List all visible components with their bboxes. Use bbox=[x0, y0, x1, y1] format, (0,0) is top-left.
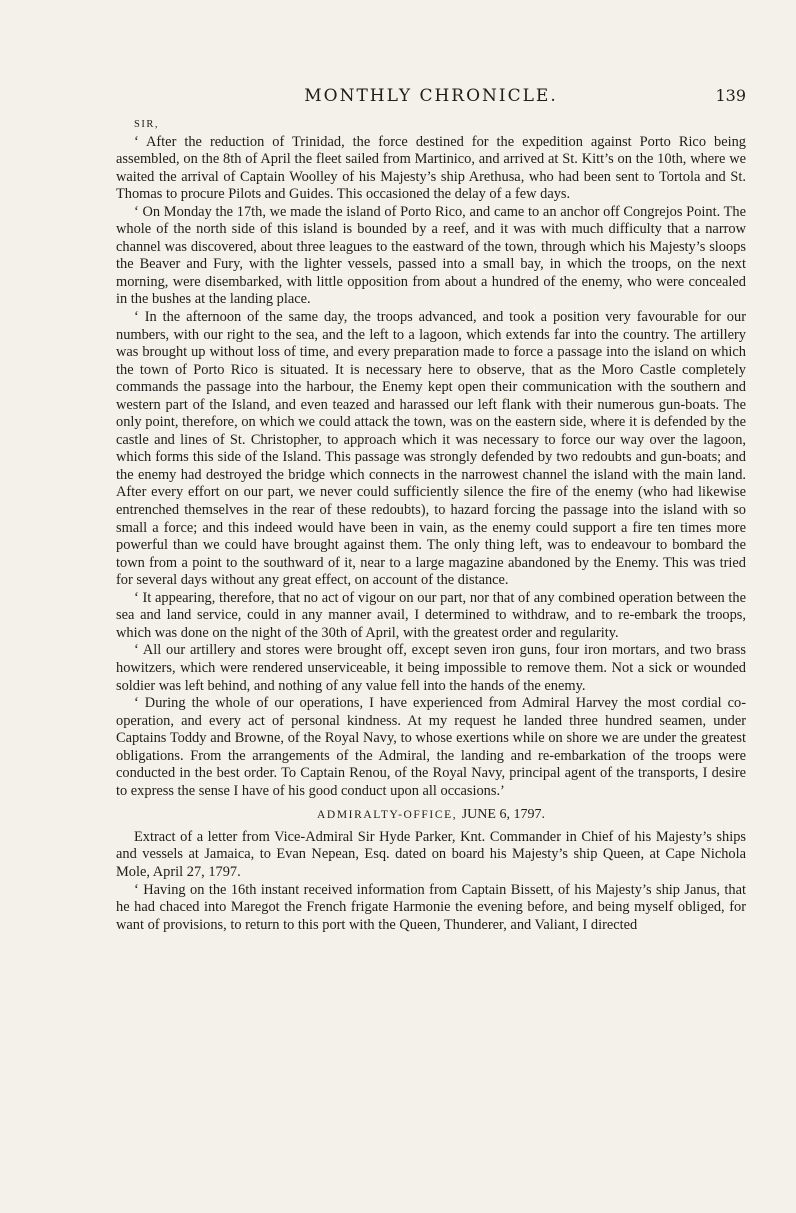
page-number: 139 bbox=[715, 86, 746, 105]
letter-paragraph: ‘ It appearing, therefore, that no act of vigour on our part, nor that of any combined operation between the sea and land service, could in any manner avail, I determined to withdraw, and to re-embark the troops, which was done on the night of the 30th of April, with the greatest order and regularity. bbox=[116, 589, 746, 641]
letter-paragraph: ‘ During the whole of our operations, I have experienced from Admiral Harvey the most cordial co-operation, and every act of personal kindness. At my request he landed three hundred seamen, under Captains Toddy and Browne, of the Royal Navy, to whose exertions while on shore we are under the greatest obligations. From the arrangements of the Admiral, the landing and re-embarkation of the troops were conducted in the best order. To Captain Renou, of the Royal Navy, principal agent of the transports, I desire to express the sense I have of his good conduct upon all occasions.’ bbox=[116, 695, 746, 799]
article-body bbox=[116, 116, 746, 934]
admiralty-office: ADMIRALTY-OFFICE, bbox=[317, 809, 458, 822]
extract-paragraph: ‘ Having on the 16th instant received information from Captain Bissett, of his Majesty’s ship Janus, that he had chaced into Maregot the French frigate Harmonie the evening before, and being myself obliged, for want of provisions, to return to this port with the Queen, Thunderer, and Valiant, I directed bbox=[116, 881, 746, 933]
letter-paragraph: ‘ All our artillery and stores were brought off, except seven iron guns, four iron mortars, and two brass howitzers, which were rendered unserviceable, it being impossible to remove them. Not a sick or wounded soldier was left behind, and nothing of any value fell into the hands of the enemy. bbox=[116, 642, 746, 694]
running-title: MONTHLY CHRONICLE. bbox=[304, 86, 558, 106]
letter-paragraph: ‘ After the reduction of Trinidad, the force destined for the expedition against Porto Rico being assembled, on the 8th of April the fleet sailed from Martinico, and arrived at St. Kitt’s on the 10th, where we waited the arrival of Captain Woolley of his Majesty’s ship Arethusa, who had been sent to Tortola and St. Thomas to procure Pilots and Guides. This occasioned the delay of a few days. bbox=[116, 133, 746, 203]
admiralty-heading bbox=[116, 806, 746, 825]
salutation: SIR, bbox=[134, 119, 159, 130]
extract-paragraph: Extract of a letter from Vice-Admiral Sir Hyde Parker, Knt. Commander in Chief of his Majesty’s ships and vessels at Jamaica, to Evan Nepean, Esq. dated on board his Majesty’s ship Queen, at Cape Nichola Mole, April 27, 1797. bbox=[116, 828, 746, 880]
letter-paragraph: ‘ On Monday the 17th, we made the island of Porto Rico, and came to an anchor off Congrejos Point. The whole of the north side of this island is bounded by a reef, and it was with much difficulty that a narrow channel was discovered, about three leagues to the eastward of the town, through which his Majesty’s sloops the Beaver and Fury, with the lighter vessels, passed into a small bay, in which the troops, on the next morning, were disembarked, with little opposition from about a hundred of the enemy, who were concealed in the bushes at the landing place. bbox=[116, 203, 746, 308]
letter-paragraph: ‘ In the afternoon of the same day, the troops advanced, and took a position very favourable for our numbers, with our right to the sea, and the left to a lagoon, which extends far into the country. The artillery was brought up without loss of time, and every preparation made to force a passage into the island on which the town of Porto Rico is situated. It is necessary here to observe, that as the Moro Castle completely commands the passage into the harbour, the Enemy kept open their communication with the southern and western part of the Island, and even teazed and harassed our left flank with their numerous gun-boats. The only point, therefore, on which we could attack the town, was on the eastern side, where it is defended by the castle and lines of St. Christopher, to approach which it was necessary to force our way over the lagoon, which forms this side of the Island. This passage was strongly defended by two redoubts and gun-boats; and the enemy had destroyed the bridge which connects in the narrowest channel the island with the main land. After every effort on our part, we never could sufficiently silence the fire of the enemy (who had likewise entrenched themselves in the rear of these redoubts), to hazard forcing the passage into the island with so small a force; and this indeed would have been in vain, as the enemy could support a fire ten times more powerful than we could have brought against them. The only thing left, was to endeavour to bombard the town from a point to the southward of it, near to a large magazine abandoned by the Enemy. This was tried for several days without any great effect, on account of the distance. bbox=[116, 309, 746, 589]
running-head bbox=[116, 86, 746, 116]
admiralty-date: JUNE 6, 1797. bbox=[461, 807, 545, 823]
